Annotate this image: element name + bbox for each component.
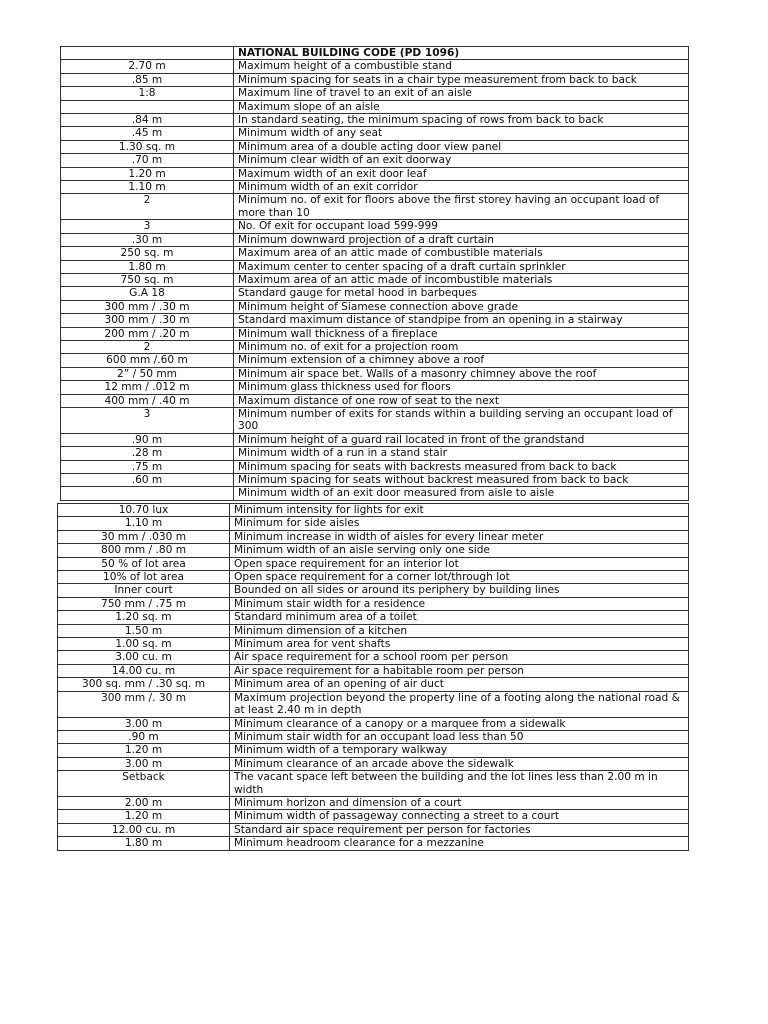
table-row <box>58 757 689 770</box>
code-description-cell: Minimum clearance of a canopy or a marquee from a sidewalk <box>230 717 689 730</box>
code-value-cell: 250 sq. m <box>61 247 234 260</box>
code-value-cell: 1.80 m <box>58 837 230 850</box>
code-value-cell: 2.00 m <box>58 796 230 809</box>
table-row <box>61 433 689 446</box>
code-value-cell: 1.50 m <box>58 624 230 637</box>
table-row <box>61 167 689 180</box>
table-row <box>61 100 689 113</box>
code-value-cell: 2 <box>61 194 234 220</box>
code-value-cell: 3 <box>61 407 234 433</box>
table-row <box>58 771 689 797</box>
table-row <box>61 114 689 127</box>
code-description-cell: Minimum dimension of a kitchen <box>230 624 689 637</box>
code-value-cell: 1.20 m <box>61 167 234 180</box>
table-row <box>61 247 689 260</box>
table-row <box>61 60 689 73</box>
code-description-cell: Maximum area of an attic made of combustible materials <box>234 247 689 260</box>
code-value-cell <box>61 100 234 113</box>
code-value-cell: .28 m <box>61 447 234 460</box>
code-description-cell: Maximum slope of an aisle <box>234 100 689 113</box>
code-description-cell: Minimum downward projection of a draft curtain <box>234 233 689 246</box>
code-value-cell: 300 mm /. 30 m <box>58 691 230 717</box>
table-row <box>61 314 689 327</box>
table-row <box>61 220 689 233</box>
code-value-cell: .60 m <box>61 474 234 487</box>
code-description-cell: Minimum stair width for a residence <box>230 597 689 610</box>
code-value-cell: 750 sq. m <box>61 273 234 286</box>
code-description-cell: Maximum area of an attic made of incombustible materials <box>234 273 689 286</box>
table-row <box>61 181 689 194</box>
code-value-cell: .70 m <box>61 154 234 167</box>
code-value-cell: 1:8 <box>61 87 234 100</box>
code-value-cell: 14.00 cu. m <box>58 664 230 677</box>
code-description-cell: Minimum width of an exit corridor <box>234 181 689 194</box>
table-row <box>58 717 689 730</box>
code-description-cell: Standard air space requirement per person for factories <box>230 823 689 836</box>
table-row <box>61 474 689 487</box>
table-row <box>61 460 689 473</box>
code-description-cell: Standard gauge for metal hood in barbeques <box>234 287 689 300</box>
code-value-cell: 12 mm / .012 m <box>61 381 234 394</box>
code-description-cell: Minimum intensity for lights for exit <box>230 504 689 517</box>
table-row <box>58 624 689 637</box>
code-description-cell: Minimum horizon and dimension of a court <box>230 796 689 809</box>
table-row <box>61 194 689 220</box>
code-description-cell: Minimum air space bet. Walls of a masonry chimney above the roof <box>234 367 689 380</box>
code-description-cell: No. Of exit for occupant load 599-999 <box>234 220 689 233</box>
table-row <box>61 327 689 340</box>
code-description-cell: Bounded on all sides or around its periphery by building lines <box>230 584 689 597</box>
code-description-cell: Minimum area of an opening of air duct <box>230 678 689 691</box>
code-value-cell: .45 m <box>61 127 234 140</box>
code-description-cell: Open space requirement for an interior lot <box>230 557 689 570</box>
table-row <box>61 394 689 407</box>
code-description-cell: Maximum distance of one row of seat to the next <box>234 394 689 407</box>
code-value-cell: 1.10 m <box>61 181 234 194</box>
table-title: NATIONAL BUILDING CODE (PD 1096) <box>234 47 689 60</box>
code-description-cell: Maximum line of travel to an exit of an aisle <box>234 87 689 100</box>
table-row <box>58 530 689 543</box>
table-row <box>58 597 689 610</box>
table-row <box>58 651 689 664</box>
table-row <box>58 837 689 850</box>
code-value-cell: 300 mm / .30 m <box>61 300 234 313</box>
table-title-row <box>61 47 689 60</box>
table-row <box>58 691 689 717</box>
code-description-cell: Minimum for side aisles <box>230 517 689 530</box>
table-row <box>58 611 689 624</box>
table-row <box>61 487 689 500</box>
table-row <box>58 504 689 517</box>
table-row <box>58 584 689 597</box>
code-description-cell: Maximum width of an exit door leaf <box>234 167 689 180</box>
code-description-cell: Minimum width of an exit door measured from aisle to aisle <box>234 487 689 500</box>
code-value-cell: 1.20 m <box>58 810 230 823</box>
code-value-cell: G.A 18 <box>61 287 234 300</box>
table-row <box>61 140 689 153</box>
table-row <box>61 381 689 394</box>
code-description-cell: Air space requirement for a school room per person <box>230 651 689 664</box>
code-description-cell: Minimum width of a temporary walkway <box>230 744 689 757</box>
code-value-cell: 600 mm /.60 m <box>61 354 234 367</box>
code-description-cell: In standard seating, the minimum spacing of rows from back to back <box>234 114 689 127</box>
table-row <box>58 796 689 809</box>
code-value-cell: 30 mm / .030 m <box>58 530 230 543</box>
code-description-cell: Minimum width of an aisle serving only one side <box>230 544 689 557</box>
table-row <box>61 127 689 140</box>
table-row <box>61 73 689 86</box>
title-value-cell <box>61 47 234 60</box>
code-value-cell: 12.00 cu. m <box>58 823 230 836</box>
code-description-cell: Minimum width of any seat <box>234 127 689 140</box>
code-description-cell: Minimum height of Siamese connection above grade <box>234 300 689 313</box>
code-value-cell: 200 mm / .20 m <box>61 327 234 340</box>
code-value-cell: 10% of lot area <box>58 571 230 584</box>
table-row <box>61 367 689 380</box>
building-code-table-1 <box>60 46 689 501</box>
table-row <box>58 557 689 570</box>
code-description-cell: Standard maximum distance of standpipe from an opening in a stairway <box>234 314 689 327</box>
table-2-body <box>58 504 689 851</box>
code-value-cell: 3.00 m <box>58 757 230 770</box>
code-value-cell: 300 mm / .30 m <box>61 314 234 327</box>
table-row <box>61 233 689 246</box>
code-value-cell: 300 sq. mm / .30 sq. m <box>58 678 230 691</box>
table-row <box>58 638 689 651</box>
code-value-cell: 50 % of lot area <box>58 557 230 570</box>
code-value-cell <box>61 487 234 500</box>
code-description-cell: Open space requirement for a corner lot/through lot <box>230 571 689 584</box>
table-row <box>58 744 689 757</box>
code-description-cell: The vacant space left between the building and the lot lines less than 2.00 m in width <box>230 771 689 797</box>
code-description-cell: Minimum spacing for seats with backrests measured from back to back <box>234 460 689 473</box>
code-value-cell: 1.20 sq. m <box>58 611 230 624</box>
code-value-cell: 3.00 m <box>58 717 230 730</box>
table-row <box>61 273 689 286</box>
code-description-cell: Maximum projection beyond the property line of a footing along the national road & at least 2.40 m in depth <box>230 691 689 717</box>
code-value-cell: .84 m <box>61 114 234 127</box>
table-row <box>58 571 689 584</box>
table-row <box>61 354 689 367</box>
code-value-cell: Inner court <box>58 584 230 597</box>
code-value-cell: 3.00 cu. m <box>58 651 230 664</box>
code-description-cell: Minimum number of exits for stands within a building serving an occupant load of 300 <box>234 407 689 433</box>
code-description-cell: Minimum width of a run in a stand stair <box>234 447 689 460</box>
table-row <box>61 300 689 313</box>
table-row <box>58 678 689 691</box>
table-row <box>61 87 689 100</box>
table-row <box>61 260 689 273</box>
table-row <box>61 340 689 353</box>
code-description-cell: Maximum height of a combustible stand <box>234 60 689 73</box>
code-value-cell: 400 mm / .40 m <box>61 394 234 407</box>
code-description-cell: Air space requirement for a habitable room per person <box>230 664 689 677</box>
code-description-cell: Minimum increase in width of aisles for every linear meter <box>230 530 689 543</box>
code-description-cell: Minimum width of passageway connecting a street to a court <box>230 810 689 823</box>
code-description-cell: Minimum clearance of an arcade above the sidewalk <box>230 757 689 770</box>
table-row <box>58 823 689 836</box>
code-value-cell: 1.80 m <box>61 260 234 273</box>
table-row <box>61 447 689 460</box>
table-row <box>58 664 689 677</box>
code-description-cell: Minimum height of a guard rail located in front of the grandstand <box>234 433 689 446</box>
code-value-cell: 10.70 lux <box>58 504 230 517</box>
code-description-cell: Minimum extension of a chimney above a roof <box>234 354 689 367</box>
code-value-cell: .90 m <box>61 433 234 446</box>
code-value-cell: Setback <box>58 771 230 797</box>
code-description-cell: Minimum spacing for seats in a chair type measurement from back to back <box>234 73 689 86</box>
code-value-cell: 2.70 m <box>61 60 234 73</box>
code-description-cell: Maximum center to center spacing of a draft curtain sprinkler <box>234 260 689 273</box>
code-value-cell: .75 m <box>61 460 234 473</box>
code-value-cell: .30 m <box>61 233 234 246</box>
table-1-body <box>61 47 689 501</box>
code-value-cell: 2 <box>61 340 234 353</box>
table-row <box>61 407 689 433</box>
building-code-table-2 <box>57 503 689 851</box>
code-description-cell: Minimum area of a double acting door view panel <box>234 140 689 153</box>
table-row <box>58 517 689 530</box>
code-value-cell: 2” / 50 mm <box>61 367 234 380</box>
code-value-cell: 1.20 m <box>58 744 230 757</box>
code-description-cell: Minimum no. of exit for a projection room <box>234 340 689 353</box>
code-description-cell: Minimum glass thickness used for floors <box>234 381 689 394</box>
code-description-cell: Minimum stair width for an occupant load less than 50 <box>230 730 689 743</box>
code-value-cell: .85 m <box>61 73 234 86</box>
table-row <box>58 730 689 743</box>
code-description-cell: Minimum headroom clearance for a mezzanine <box>230 837 689 850</box>
code-description-cell: Standard minimum area of a toilet <box>230 611 689 624</box>
table-row <box>61 287 689 300</box>
code-description-cell: Minimum clear width of an exit doorway <box>234 154 689 167</box>
table-row <box>61 154 689 167</box>
code-value-cell: 1.00 sq. m <box>58 638 230 651</box>
code-value-cell: 800 mm / .80 m <box>58 544 230 557</box>
table-row <box>58 810 689 823</box>
code-description-cell: Minimum spacing for seats without backrest measured from back to back <box>234 474 689 487</box>
code-value-cell: 1.10 m <box>58 517 230 530</box>
code-value-cell: 1.30 sq. m <box>61 140 234 153</box>
table-row <box>58 544 689 557</box>
code-description-cell: Minimum wall thickness of a fireplace <box>234 327 689 340</box>
code-value-cell: 3 <box>61 220 234 233</box>
code-value-cell: .90 m <box>58 730 230 743</box>
code-value-cell: 750 mm / .75 m <box>58 597 230 610</box>
code-description-cell: Minimum no. of exit for floors above the first storey having an occupant load of more than 10 <box>234 194 689 220</box>
code-description-cell: Minimum area for vent shafts <box>230 638 689 651</box>
